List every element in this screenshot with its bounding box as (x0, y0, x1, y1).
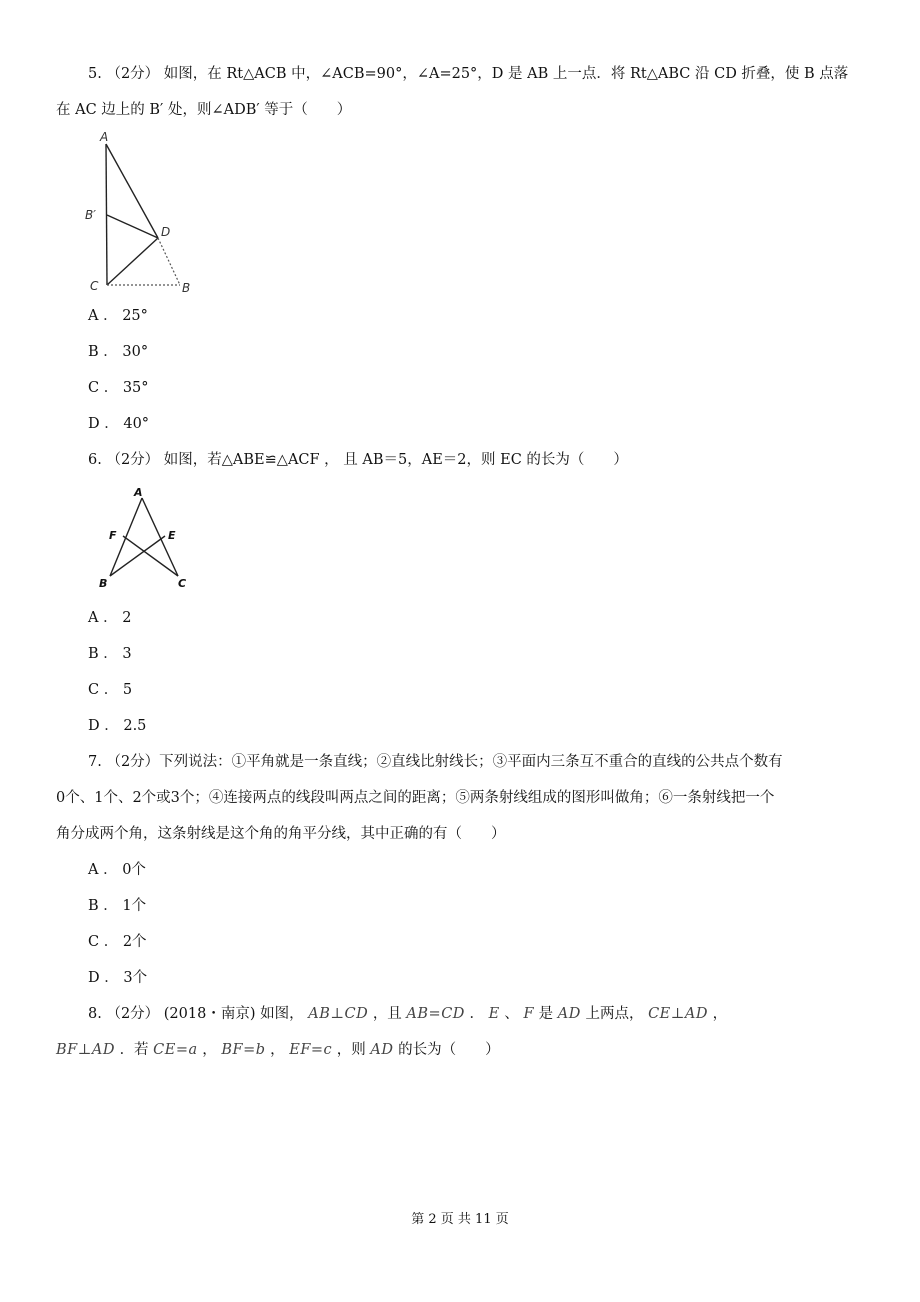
q8-math-ce-perp-ad: CE⊥AD (648, 1006, 708, 1022)
q8-text-is: 是 (538, 1006, 554, 1022)
q8-math-ce-a: CE=a (153, 1042, 198, 1058)
q8-math-f: F (523, 1006, 535, 1022)
q5-option-c[interactable]: C ． 35° (88, 380, 149, 396)
q7-stem-line3: 角分成两个角，这条射线是这个角的角平分线，其中正确的有（ ） (56, 826, 506, 842)
q5-stem-line2: 在 AC 边上的 B′ 处，则∠ADB′ 等于（ ） (56, 102, 352, 118)
q6-option-a[interactable]: A ． 2 (88, 610, 132, 626)
q5-seg-ad (106, 144, 158, 238)
q5-seg-db-dashed (158, 238, 180, 285)
q6-label-c: C (178, 577, 187, 590)
q8-text-dot: ． (469, 1006, 485, 1022)
q8-math-ad-2: AD (370, 1042, 394, 1058)
q5-label-b: B (182, 281, 191, 295)
q8-text-then: ，则 (336, 1042, 366, 1058)
q5-option-b[interactable]: B ． 30° (88, 344, 149, 360)
q6-label-b: B (99, 577, 108, 590)
q6-label-a: A (134, 486, 143, 499)
q8-text-c1: ， (202, 1042, 217, 1058)
q8-stem-line1 (88, 1004, 727, 1024)
q5-figure (80, 130, 210, 298)
q8-math-e: E (488, 1006, 500, 1022)
q5-label-bprime: B′ (85, 208, 96, 222)
q8-text-and: ，且 (372, 1006, 402, 1022)
q8-math-bf-b: BF=b (221, 1042, 266, 1058)
q7-stem-line2: 0个、1个、2个或3个；④连接两点的线段叫两点之间的距离；⑤两条射线组成的图形叫做角；⑥一条射线把一个 (56, 790, 775, 806)
q5-seg-bprime-d (107, 215, 158, 238)
q6-stem: 6. （2分） 如图，若△ABE≌△ACF ， 且 AB＝5，AE＝2，则 EC 的长为（ ） (88, 452, 628, 468)
q6-option-b[interactable]: B ． 3 (88, 646, 132, 662)
q6-option-d[interactable]: D ． 2.5 (88, 718, 147, 734)
q8-math-ad: AD (557, 1006, 581, 1022)
q8-math-ef-c: EF=c (289, 1042, 333, 1058)
q5-option-a[interactable]: A ． 25° (88, 308, 148, 324)
q5-seg-cd (107, 238, 158, 285)
q8-stem-line2 (56, 1040, 500, 1060)
q8-math-bf-perp-ad: BF⊥AD (56, 1042, 115, 1058)
q7-option-a[interactable]: A ． 0个 (88, 862, 146, 878)
q8-text-length: 的长为（ ） (398, 1042, 500, 1058)
q5-option-d[interactable]: D ． 40° (88, 416, 150, 432)
q5-label-d: D (161, 225, 171, 239)
q8-math-ab-eq-cd: AB=CD (406, 1006, 465, 1022)
q8-text-comma: ， (712, 1006, 728, 1022)
q8-math-ab-perp-cd: AB⊥CD (308, 1006, 369, 1022)
q6-option-c[interactable]: C ． 5 (88, 682, 133, 698)
q6-label-e: E (168, 529, 176, 542)
q5-label-c: C (90, 279, 99, 293)
q5-label-a: A (100, 130, 109, 144)
q6-figure (94, 484, 198, 594)
q8-text-two-points: 上两点， (585, 1006, 644, 1022)
q8-text-c2: ， (270, 1042, 285, 1058)
q8-text-sep: 、 (504, 1006, 519, 1022)
q7-stem-line1: 7. （2分）下列说法：①平角就是一条直线；②直线比射线长；③平面内三条互不重合的直线的公共点个数有 (88, 754, 783, 770)
q8-prefix: 8. （2分） (2018・南京) 如图， (88, 1006, 304, 1022)
q8-text-if: ．若 (119, 1042, 149, 1058)
q5-seg-ac (106, 144, 107, 285)
q7-option-c[interactable]: C ． 2个 (88, 934, 147, 950)
q7-option-b[interactable]: B ． 1个 (88, 898, 147, 914)
q5-stem-line1: 5. （2分） 如图，在 Rt△ACB 中，∠ACB=90°，∠A=25°，D 是 AB 上一点．将 Rt△ABC 沿 CD 折叠，使 B 点落 (88, 66, 849, 82)
page-footer: 第 2 页 共 11 页 (411, 1212, 509, 1227)
q6-seg-cf (123, 536, 178, 576)
q7-option-d[interactable]: D ． 3个 (88, 970, 148, 986)
q6-label-f: F (109, 529, 117, 542)
